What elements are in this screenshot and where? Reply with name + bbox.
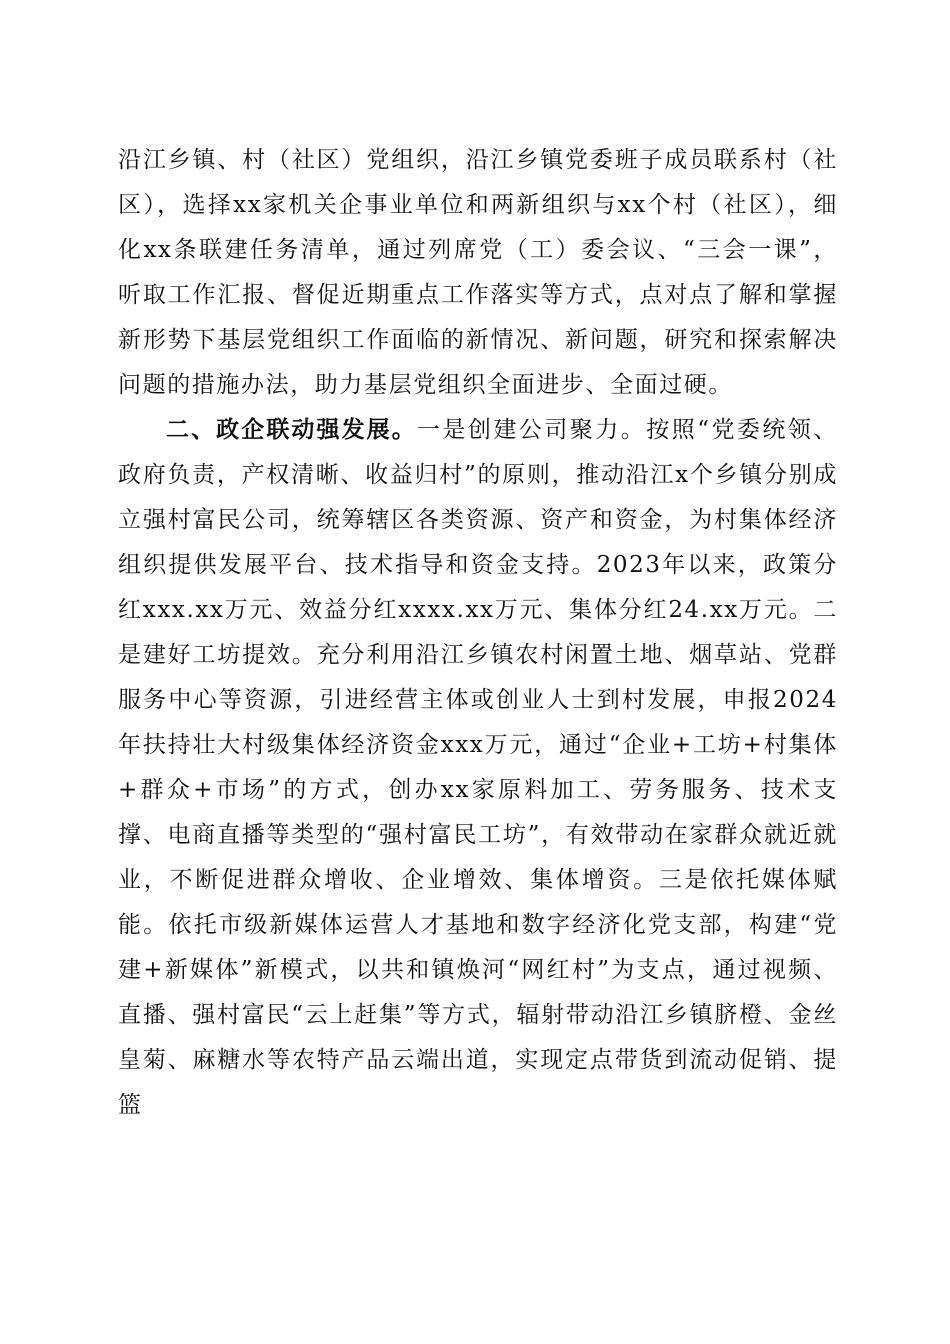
paragraph-2-text: 一是创建公司聚力。按照“党委统领、政府负责，产权清晰、收益归村”的原则，推动沿江x个乡镇分别成立强村富民公司，统筹辖区各类资源、资产和资金，为村集体经济组织提供发展平台、技术指导和资金支持。2023年以来，政策分红xxx.xx万元、效益分红xxxx.xx万元、集体分红24.xx万元。二是建好工坊提效。充分利用沿江乡镇农村闲置土地、烟草站、党群服务中心等资源，引进经营主体或创业人士到村发展，申报2024年扶持壮大村级集体经济资金xxx万元，通过“企业+工坊+村集体+群众+市场”的方式，创办xx家原料加工、劳务服务、技术支撑、电商直播等类型的“强村富民工坊”，有效带动在家群众就近就业，不断促进群众增收、企业增效、集体增资。三是依托媒体赋能。依托市级新媒体运营人才基地和数字经济化党支部，构建“党建+新媒体”新模式，以共和镇焕河“网红村”为支点，通过视频、直播、强村富民“云上赶集”等方式，辐射带动沿江乡镇脐橙、金丝皇菊、麻糖水等农特产品云端出道，实现定点带货到流动促销、提篮 xyxy=(118,417,838,1118)
document-body xyxy=(118,138,838,1128)
paragraph-continued xyxy=(118,138,838,408)
section-two-heading: 二、政企联动强发展。 xyxy=(166,417,417,443)
paragraph-1-text: 沿江乡镇、村（社区）党组织，沿江乡镇党委班子成员联系村（社区），选择xx家机关企事业单位和两新组织与xx个村（社区），细化xx条联建任务清单，通过列席党（工）委会议、“三会一课”，听取工作汇报、督促近期重点工作落实等方式，点对点了解和掌握新形势下基层党组织工作面临的新情况、新问题，研究和探索解决问题的措施办法，助力基层党组织全面进步、全面过硬。 xyxy=(118,147,838,398)
paragraph-section-two xyxy=(118,408,838,1128)
